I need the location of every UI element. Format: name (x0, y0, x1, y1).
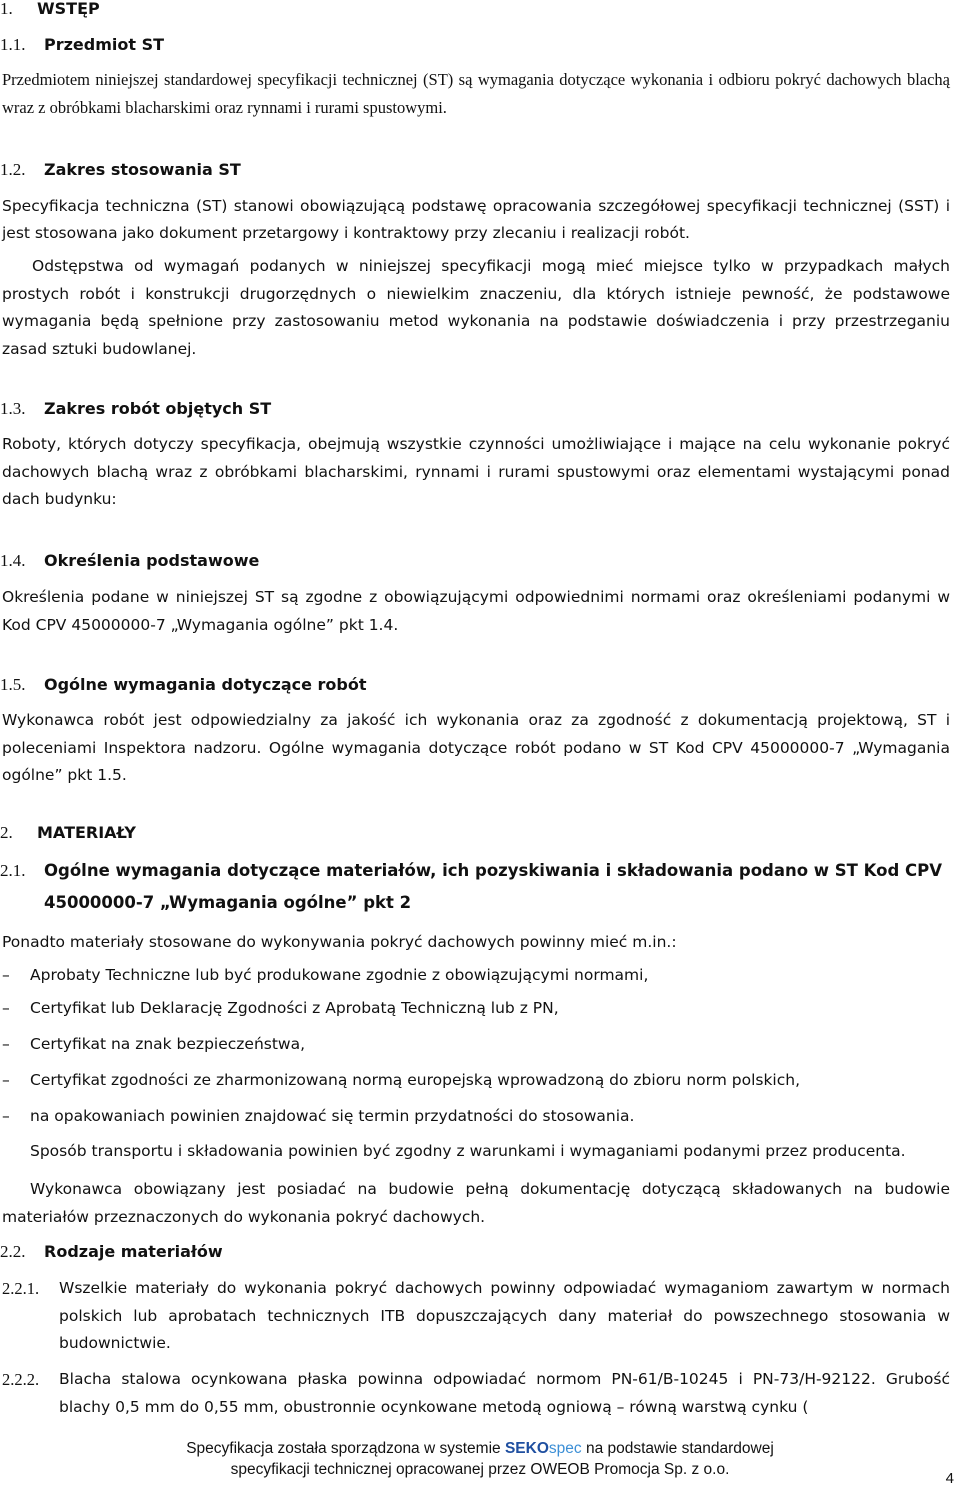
section-heading-1-3 (0, 398, 271, 420)
section-title: MATERIAŁY (37, 823, 136, 842)
list-item-text: Certyfikat lub Deklarację Zgodności z Aprobatą Techniczną lub z PN, (30, 999, 559, 1017)
subsection-text: Wszelkie materiały do wykonania pokryć dachowych powinny odpowiadać wymaganiom zawartym w normach polskich lub aprobatach technicznych ITB dopuszczających dany materiał do powszechnego stosowania w budownictwie. (59, 1279, 950, 1352)
section-number: 1.4. (0, 551, 26, 570)
section-heading-2 (0, 822, 136, 844)
section-heading-2-1 (0, 860, 942, 882)
paragraph-subject: Przedmiotem niniejszej standardowej specyfikacji technicznej (ST) są wymagania dotyczące wykonania i odbioru pokryć dachowych blachą wraz z obróbkami blacharskimi oraz rynnami i rurami spustowymi. (2, 70, 950, 117)
sekospec-logo (505, 1440, 582, 1457)
section-title: Przedmiot ST (44, 35, 165, 54)
paragraph-works-scope: Roboty, których dotyczy specyfikacja, obejmują wszystkie czynności umożliwiające i mające na celu wykonanie pokryć dachowych blachą wraz z obróbkami blacharskimi, rynnami i rurami spustowymi oraz elementami wystającymi ponad dach budynku: (2, 435, 950, 508)
paragraph-definitions: Określenia podane w niniejszej ST są zgodne z obowiązującymi odpowiednimi normami oraz określeniami podanymi w Kod CPV 45000000-7 „Wymagania ogólne” pkt 1.4. (2, 588, 950, 634)
list-item-text: Certyfikat zgodności ze zharmonizowaną normą europejską wprowadzoną do zbioru norm polskich, (30, 1071, 801, 1089)
section-number: 2.1. (0, 861, 26, 880)
dash-marker: – (2, 1107, 10, 1125)
list-item (2, 964, 648, 986)
footer-text-pre: Specyfikacja została sporządzona w systemie (186, 1440, 501, 1457)
subsection-number: 2.2.1. (2, 1279, 40, 1298)
list-item (2, 997, 559, 1019)
section-title: Zakres stosowania ST (44, 160, 241, 179)
dash-marker: – (2, 966, 10, 984)
footer-text-post: na podstawie standardowej (585, 1440, 774, 1457)
section-heading-1-2 (0, 159, 241, 181)
section-heading-1-4 (0, 550, 259, 572)
subsection-number: 2.2.2. (2, 1370, 40, 1389)
list-item (2, 1033, 305, 1055)
subsection-text: Blacha stalowa ocynkowana płaska powinna odpowiadać normom PN-61/B-10245 i PN-73/H-92122. Grubość blachy 0,5 mm do 0,55 mm, obustronnie ocynkowane metodą ogniową – równą warstwą cynku ( (59, 1370, 950, 1416)
section-number: 1.2. (0, 160, 26, 179)
list-item-text: na opakowaniach powinien znajdować się termin przydatności do stosowania. (30, 1107, 635, 1125)
dash-marker: – (2, 1071, 10, 1089)
section-title: Określenia podstawowe (44, 551, 260, 570)
section-title: Zakres robót objętych ST (44, 399, 272, 418)
paragraph-materials-intro: Ponadto materiały stosowane do wykonywania pokryć dachowych powinny mieć m.in.: (2, 933, 677, 951)
paragraph-scope: Specyfikacja techniczna (ST) stanowi obowiązującą podstawę opracowania szczegółowej specyfikacji technicznej (SST) i jest stosowana jako dokument przetargowy i kontraktowy przy zlecaniu i realizacji robót. (2, 197, 950, 242)
section-title: Ogólne wymagania dotyczące robót (44, 675, 367, 694)
page-number: 4 (945, 1470, 954, 1487)
section-number: 1.1. (0, 35, 26, 54)
brand-part-2: spec (548, 1440, 582, 1457)
paragraph-transport: Sposób transportu i składowania powinien być zgodny z warunkami i wymaganiami podanymi przez producenta. (30, 1142, 906, 1160)
section-heading-1-5 (0, 674, 367, 696)
list-item-text: Certyfikat na znak bezpieczeństwa, (30, 1035, 306, 1053)
dash-marker: – (2, 1035, 10, 1053)
dash-marker: – (2, 999, 10, 1017)
section-number: 2.2. (0, 1242, 26, 1261)
list-item (2, 1069, 800, 1091)
section-heading-1-1 (0, 34, 164, 56)
section-title: WSTĘP (37, 0, 100, 18)
list-item-text: Aprobaty Techniczne lub być produkowane zgodnie z obowiązującymi normami, (30, 966, 649, 984)
footer-line-1 (0, 1438, 960, 1459)
section-heading-1 (0, 0, 100, 20)
section-title: Rodzaje materiałów (44, 1242, 223, 1261)
paragraph-general-requirements: Wykonawca robót jest odpowiedzialny za jakość ich wykonania oraz za zgodność z dokumentacją projektową, ST i poleceniami Inspektora nadzoru. Ogólne wymagania dotyczące robót podano w ST Kod CPV 45000000-7 „Wymagania ogólne” pkt 1.5. (2, 711, 950, 784)
section-number: 2. (0, 823, 13, 842)
list-item (2, 1105, 634, 1127)
section-number: 1.5. (0, 675, 26, 694)
brand-part-1: SEKO (504, 1440, 549, 1457)
section-title-line2: 45000000-7 „Wymagania ogólne” pkt 2 (44, 893, 412, 912)
footer-line-2: specyfikacji technicznej opracowanej przez OWEOB Promocja Sp. z o.o. (230, 1461, 730, 1478)
section-number: 1.3. (0, 399, 26, 418)
paragraph-deviations: Odstępstwa od wymagań podanych w niniejszej specyfikacji mogą mieć miejsce tylko w przypadkach małych prostych robót i konstrukcji drugorzędnych o niewielkim znaczeniu, dla których istnieje pewność, że podstawowe wymagania będą spełnione przy zastosowaniu metod wykonania na podstawie doświadczenia i przy przestrzeganiu zasad sztuki budowlanej. (2, 257, 950, 358)
section-title-line1: Ogólne wymagania dotyczące materiałów, ich pozyskiwania i składowania podano w ST Kod CPV (44, 861, 943, 880)
section-heading-2-2 (0, 1241, 223, 1263)
paragraph-documentation: Wykonawca obowiązany jest posiadać na budowie pełną dokumentację dotyczącą składowanych na budowie materiałów przeznaczonych do wykonania pokryć dachowych. (2, 1180, 950, 1226)
section-number: 1. (0, 0, 13, 18)
